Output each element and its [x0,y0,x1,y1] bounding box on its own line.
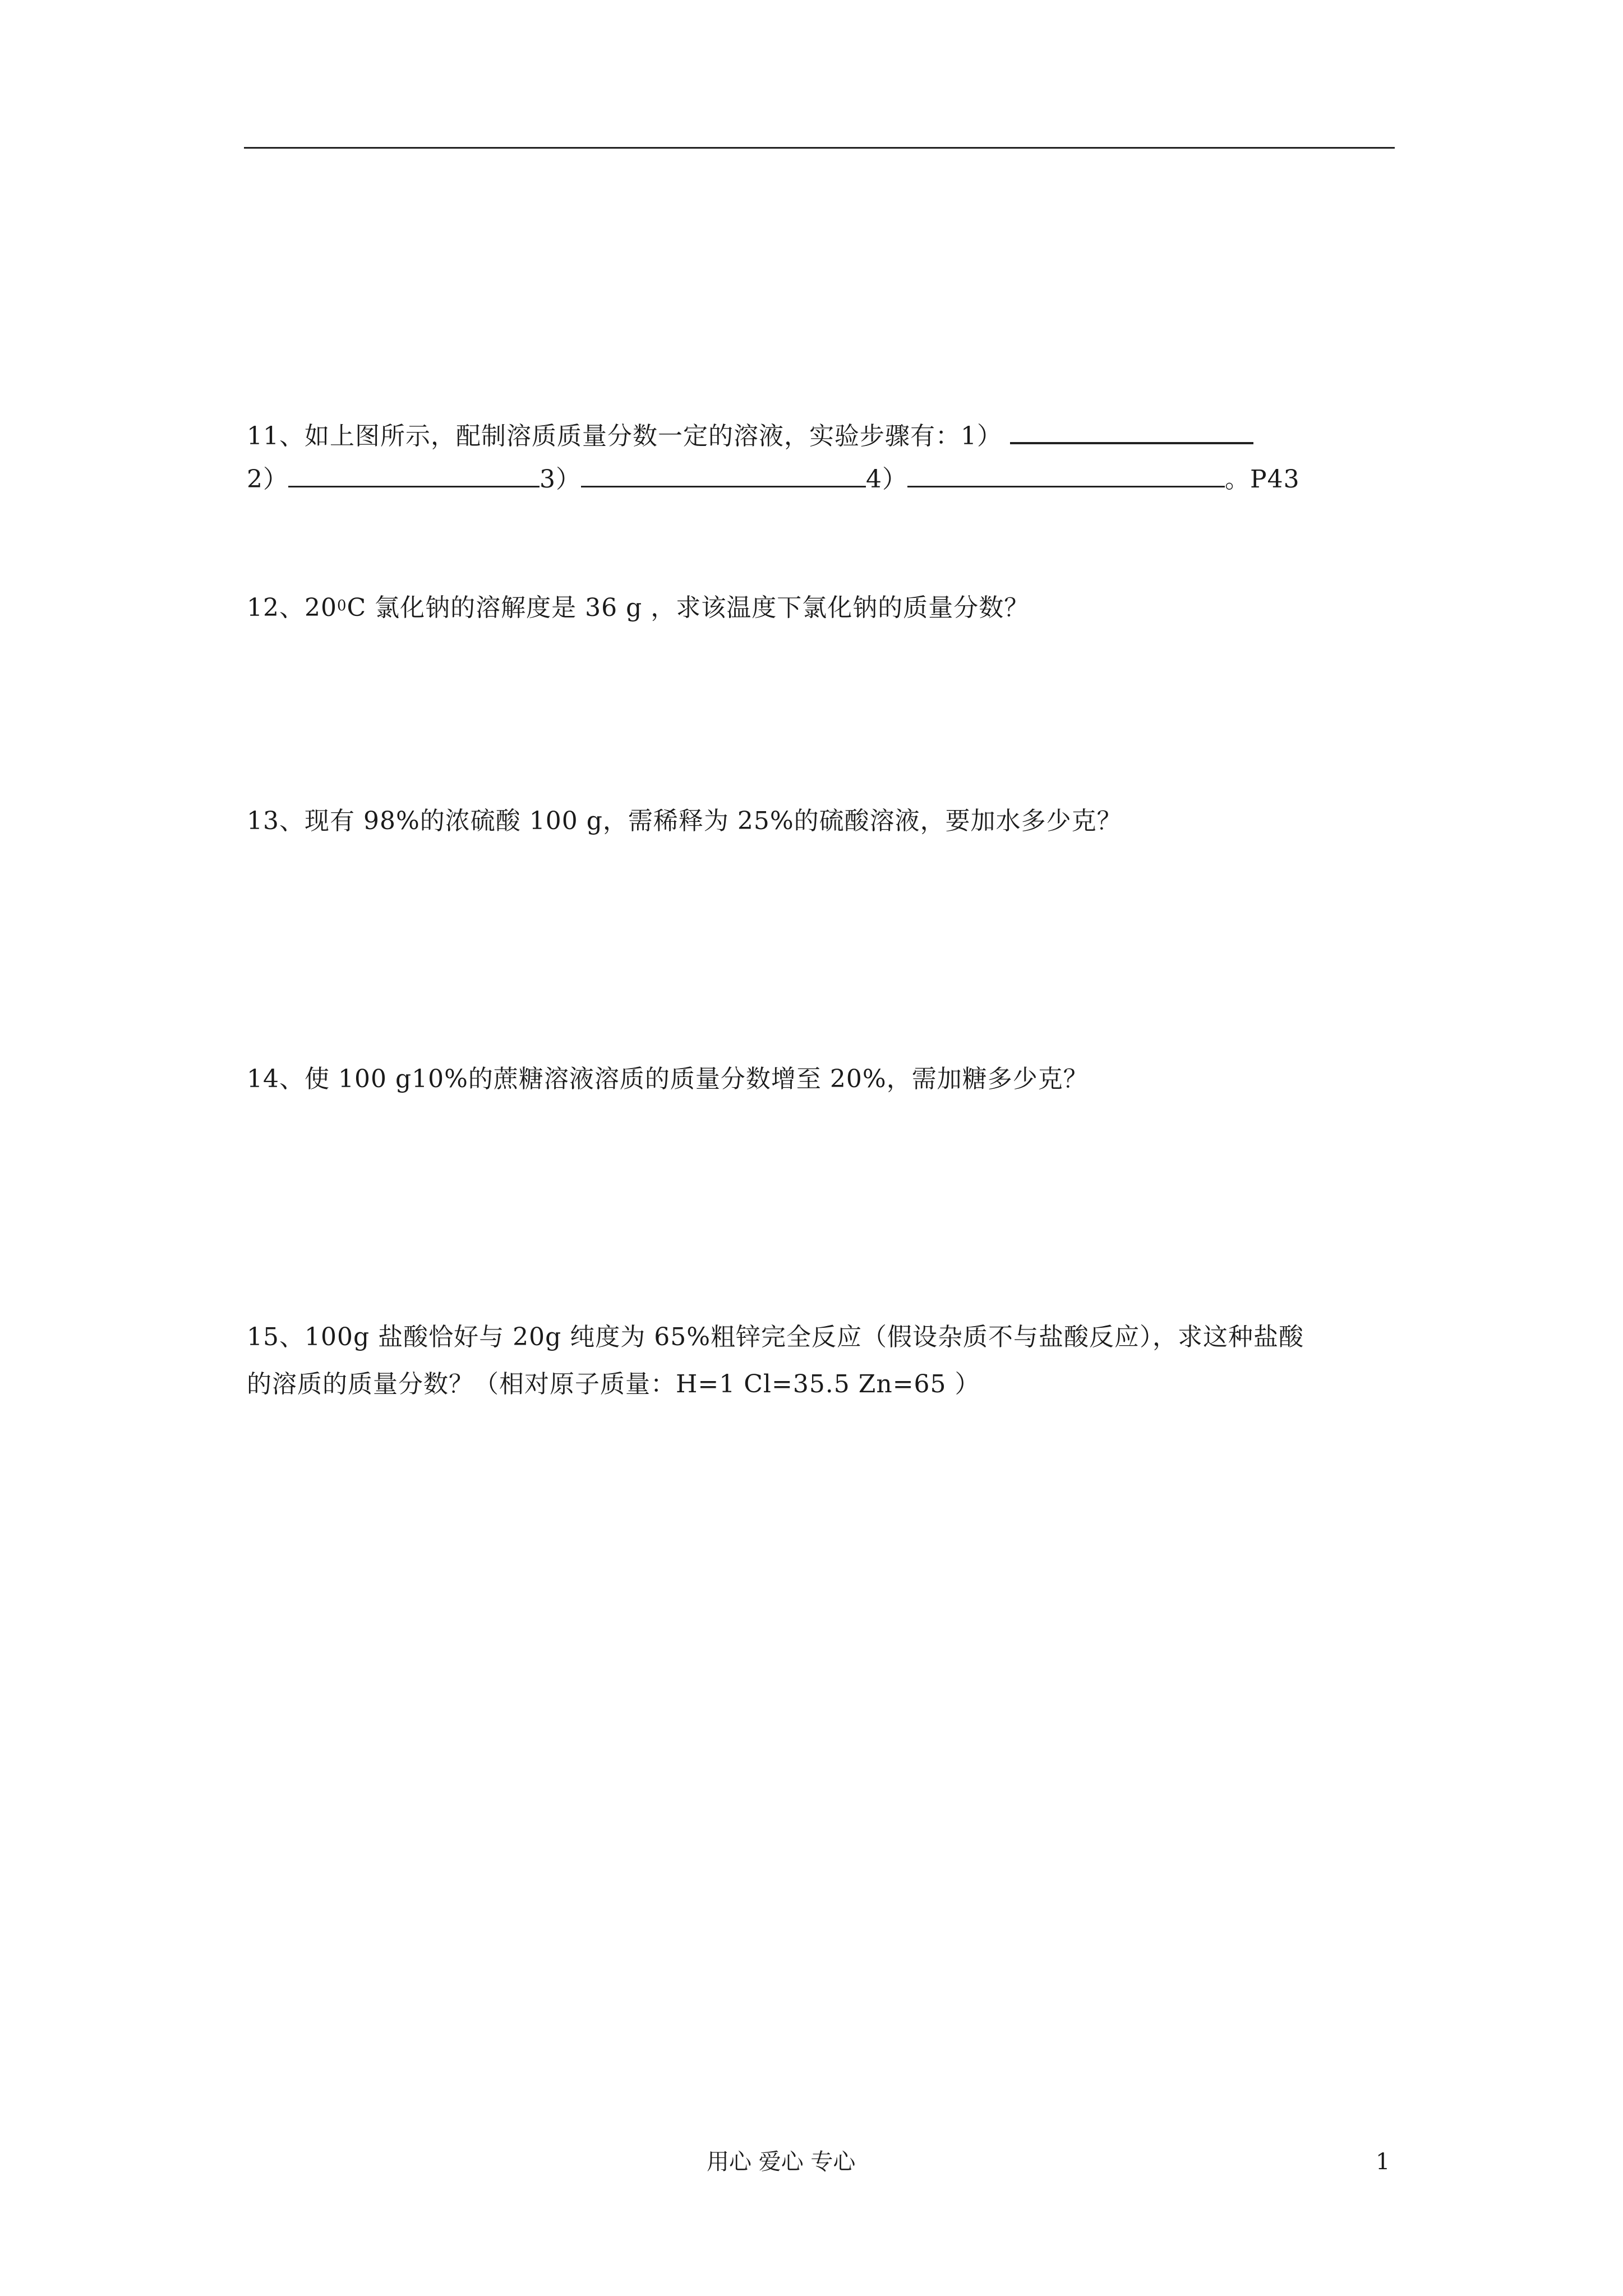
question-11-line-1 [247,417,1253,454]
answer-blank-step-4[interactable] [907,461,1225,487]
header-rule [244,147,1395,149]
question-14 [247,1061,1089,1097]
question-15-line-1 [247,1319,1304,1355]
footer-motto: 用心 爱心 专心 [707,2149,856,2175]
question-15-text-line-2: 的溶质的质量分数？（相对原子质量：H=1 Cl=35.5 Zn=65 ） [247,1370,980,1398]
question-12-prefix: 12、20 [247,593,337,622]
answer-blank-step-3[interactable] [581,461,866,487]
step-3-label: 3） [540,465,581,494]
question-13 [247,803,1122,839]
question-15-line-2 [247,1366,980,1402]
question-11-line-2 [247,461,1300,498]
question-12 [247,590,1029,626]
question-12-suffix: C 氯化钠的溶解度是 36 g ，求该温度下氯化钠的质量分数？ [347,593,1030,622]
degree-superscript: 0 [336,597,347,614]
question-11-text: 11、如上图所示，配制溶质质量分数一定的溶液，实验步骤有：1） [247,422,1002,450]
question-13-text: 13、现有 98%的浓硫酸 100 g，需稀释为 25%的硫酸溶液，要加水多少克？ [247,807,1122,835]
answer-blank-step-1[interactable] [1010,417,1253,444]
page-number: 1 [1376,2149,1390,2175]
step-2-label: 2） [247,465,288,494]
question-15-text-line-1: 15、100g 盐酸恰好与 20g 纯度为 65%粗锌完全反应（假设杂质不与盐酸反应），求这种盐酸 [247,1323,1304,1351]
answer-blank-step-2[interactable] [288,461,540,487]
step-4-label: 4） [866,465,907,494]
question-14-text: 14、使 100 g10%的蔗糖溶液溶质的质量分数增至 20%，需加糖多少克？ [247,1065,1089,1093]
page-reference: 。P43 [1225,465,1300,494]
